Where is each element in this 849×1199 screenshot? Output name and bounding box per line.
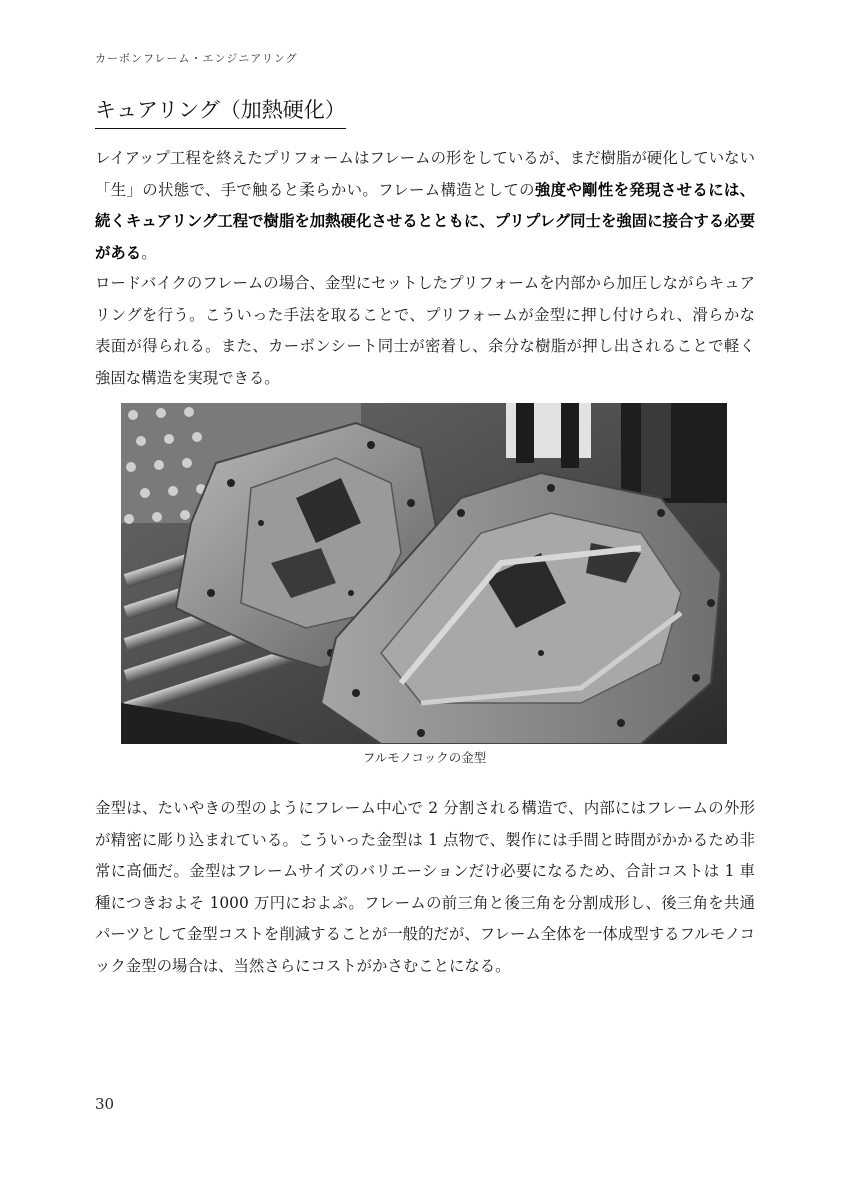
- paragraph-mold-cost: 金型は、たいやきの型のようにフレーム中心で 2 分割される構造で、内部にはフレームの外形が精密に彫り込まれている。こういった金型は 1 点物で、製作には手間と時間がかかるため非常に高価だ。金型はフレームサイズのバリエーションだけ必要になるため、合計コストは 1 車種につきおよそ 1000 万円におよぶ。フレームの前三角と後三角を分割成形し、後三角を共通パーツとして金型コストを削減することが一般的だが、フレーム全体を一体成型するフルモノコック金型の場合は、当然さらにコストがかさむことになる。: [95, 799, 755, 975]
- mold-photo: [121, 403, 727, 744]
- paragraph-intro-end: 。: [141, 243, 157, 262]
- page-number: 30: [95, 1095, 115, 1113]
- figure-caption: フルモノコックの金型: [362, 750, 487, 765]
- paragraph-intro: [95, 143, 755, 269]
- section-title: キュアリング（加熱硬化）: [95, 94, 346, 129]
- paragraph-intro-text: レイアップ工程を終えたプリフォームはフレームの形をしているが、まだ樹脂が硬化していない「生」の状態で、手で触ると柔らかい。フレーム構造としての: [95, 149, 755, 199]
- running-header: カーボンフレーム・エンジニアリング: [95, 52, 298, 65]
- mold-photo-illustration: [121, 403, 727, 744]
- paragraph-intro-emphasis: 強度や剛性を発現させるには、続くキュアリング工程で樹脂を加熱硬化させるとともに、プリプレグ同士を強固に接合する必要がある: [95, 180, 755, 262]
- paragraph-curing-method: ロードバイクのフレームの場合、金型にセットしたプリフォームを内部から加圧しながらキュアリングを行う。こういった手法を取ることで、プリフォームが金型に押し付けられ、滑らかな表面が得られる。また、カーボンシート同士が密着し、余分な樹脂が押し出されることで軽く強固な構造を実現できる。: [95, 274, 755, 387]
